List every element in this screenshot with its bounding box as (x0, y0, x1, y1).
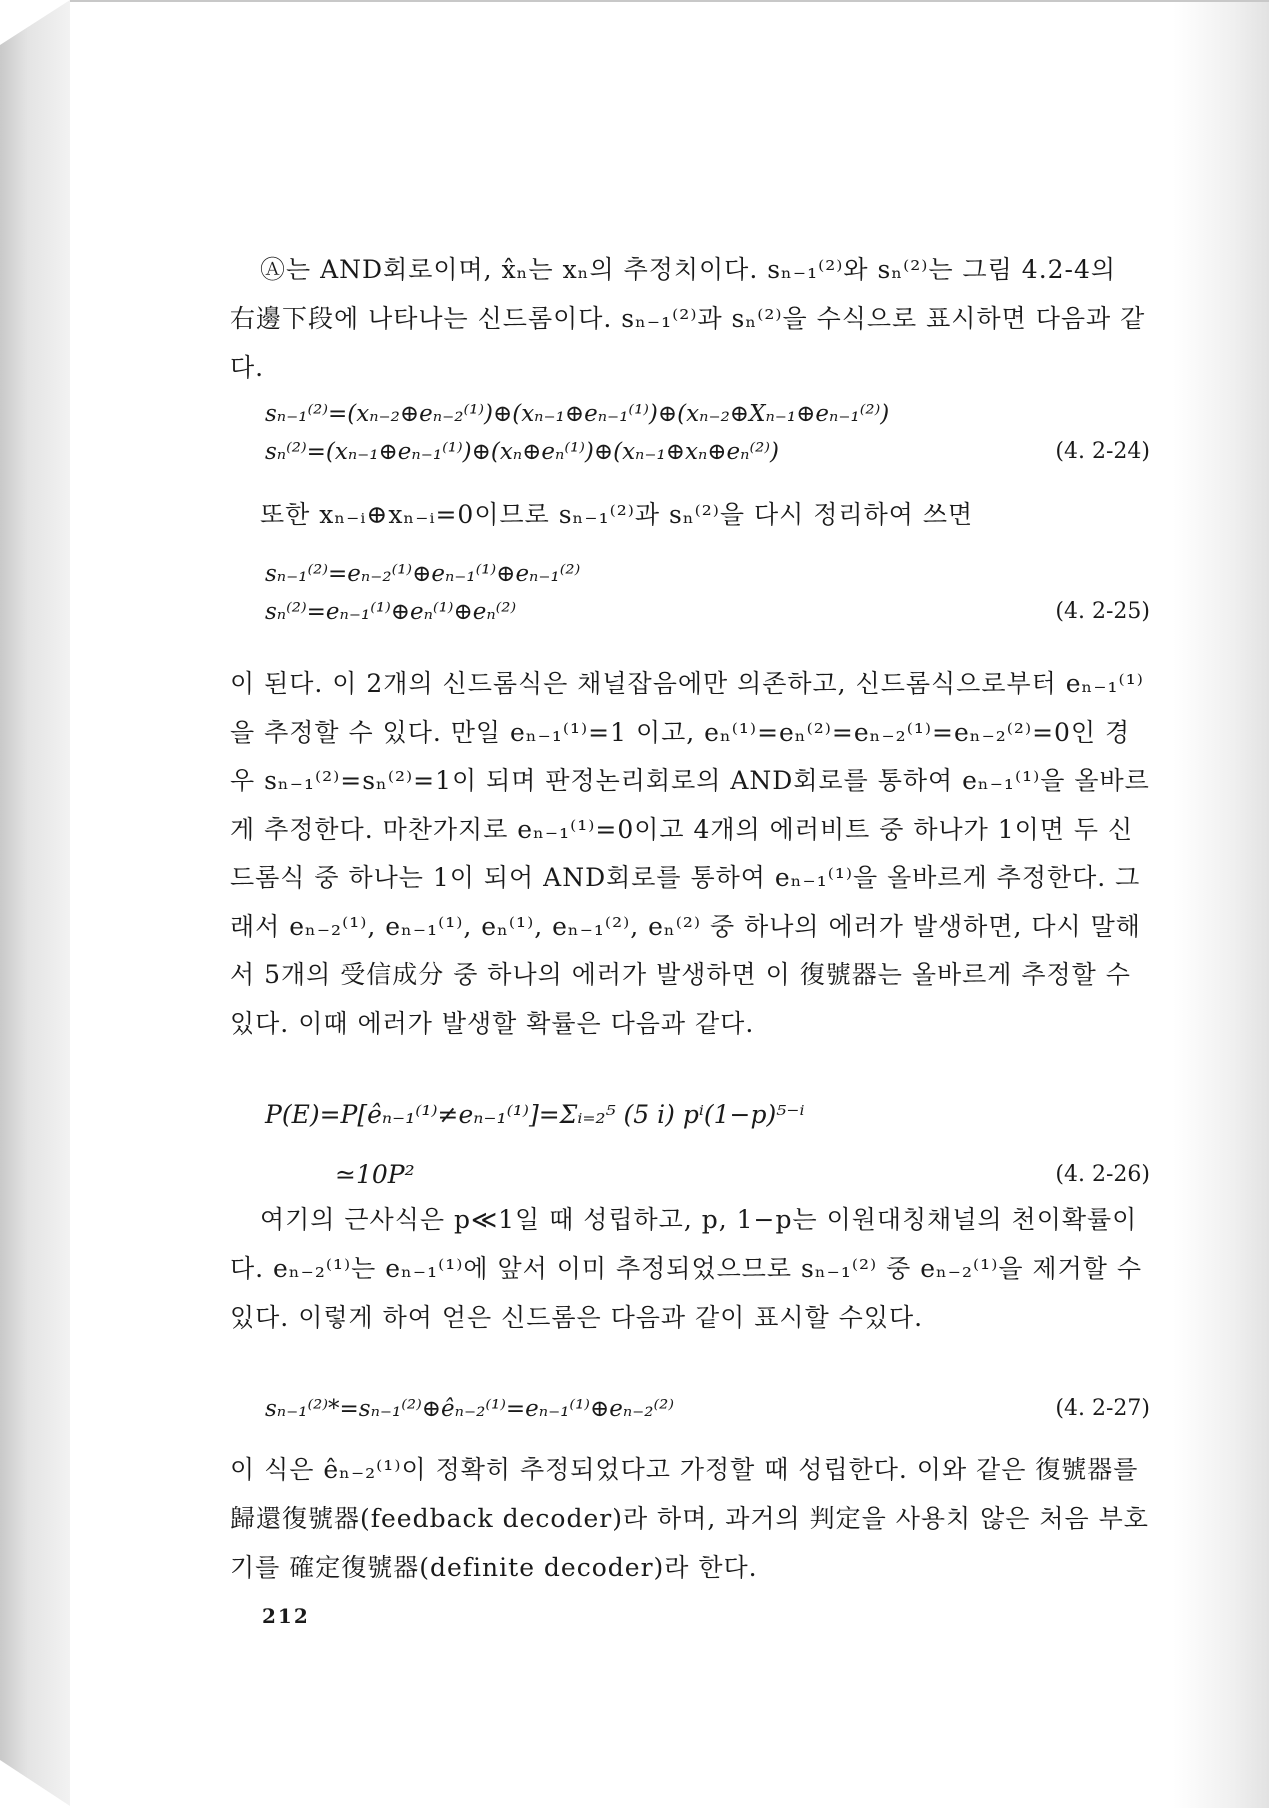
paragraph-2-text: 또한 xₙ₋ᵢ⊕xₙ₋ᵢ=0이므로 sₙ₋₁⁽²⁾과 sₙ⁽²⁾을 다시 정리하여 쓰면 (260, 500, 974, 529)
equation-4-2-27 (265, 1390, 1150, 1428)
page-number: 212 (262, 1604, 310, 1628)
equation-number-4-2-25: (4. 2-25) (1055, 599, 1150, 624)
document-page (70, 0, 1210, 1806)
book-spine-edge (0, 0, 70, 1806)
paragraph-2 (230, 490, 1150, 539)
equation-4-2-27-line-1: sₙ₋₁⁽²⁾*=sₙ₋₁⁽²⁾⊕êₙ₋₂⁽¹⁾=eₙ₋₁⁽¹⁾⊕eₙ₋₂⁽²⁾ (265, 1396, 675, 1422)
equation-4-2-26-line-2: ≃10P² (335, 1160, 415, 1189)
equation-4-2-25-line-1: sₙ₋₁⁽²⁾=eₙ₋₂⁽¹⁾⊕eₙ₋₁⁽¹⁾⊕eₙ₋₁⁽²⁾ (265, 561, 581, 587)
paragraph-4 (230, 1195, 1150, 1342)
equation-4-2-25-line-2: sₙ⁽²⁾=eₙ₋₁⁽¹⁾⊕eₙ⁽¹⁾⊕eₙ⁽²⁾ (265, 599, 517, 625)
equation-number-4-2-24: (4. 2-24) (1055, 439, 1150, 464)
equation-4-2-25 (265, 555, 1150, 631)
paragraph-1-text: Ⓐ는 AND회로이며, x̂ₙ는 xₙ의 추정치이다. sₙ₋₁⁽²⁾와 sₙ⁽²⁾는 그림 4.2-4의 右邊下段에 나타나는 신드롬이다. sₙ₋₁⁽²⁾과 sₙ⁽²⁾을 수식으로 표시하면 다음과 같다. (230, 255, 1146, 382)
paragraph-5 (230, 1445, 1150, 1592)
paragraph-3-text: 이 된다. 이 2개의 신드롬식은 채널잡음에만 의존하고, 신드롬식으로부터 eₙ₋₁⁽¹⁾을 추정할 수 있다. 만일 eₙ₋₁⁽¹⁾=1 이고, eₙ⁽¹⁾=eₙ⁽²⁾=eₙ₋₂⁽¹⁾=eₙ₋₂⁽²⁾=0인 경우 sₙ₋₁⁽²⁾=sₙ⁽²⁾=1이 되며 판정논리회로의 AND회로를 통하여 eₙ₋₁⁽¹⁾을 올바르게 추정한다. 마찬가지로 eₙ₋₁⁽¹⁾=0이고 4개의 에러비트 중 하나가 1이면 두 신드롬식 중 하나는 1이 되어 AND회로를 통하여 eₙ₋₁⁽¹⁾을 올바르게 추정한다. 그래서 eₙ₋₂⁽¹⁾, eₙ₋₁⁽¹⁾, eₙ⁽¹⁾, eₙ₋₁⁽²⁾, eₙ⁽²⁾ 중 하나의 에러가 발생하면, 다시 말해서 5개의 受信成分 중 하나의 에러가 발생하면 이 復號器는 올바르게 추정할 수 있다. 이때 에러가 발생할 확률은 다음과 같다. (230, 669, 1150, 1038)
paragraph-1 (230, 245, 1150, 392)
equation-number-4-2-26: (4. 2-26) (1055, 1162, 1150, 1187)
paragraph-5-text: 이 식은 êₙ₋₂⁽¹⁾이 정확히 추정되었다고 가정할 때 성립한다. 이와 같은 復號器를 歸還復號器(feedback decoder)라 하며, 과거의 判定을 사용치 않은 처음 부호기를 確定復號器(definite decoder)라 한다. (230, 1455, 1149, 1582)
equation-4-2-24-line-1: sₙ₋₁⁽²⁾=(xₙ₋₂⊕eₙ₋₂⁽¹⁾)⊕(xₙ₋₁⊕eₙ₋₁⁽¹⁾)⊕(xₙ₋₂⊕Xₙ₋₁⊕eₙ₋₁⁽²⁾) (265, 401, 890, 427)
equation-4-2-24-line-2: sₙ⁽²⁾=(xₙ₋₁⊕eₙ₋₁⁽¹⁾)⊕(xₙ⊕eₙ⁽¹⁾)⊕(xₙ₋₁⊕xₙ⊕eₙ⁽²⁾) (265, 439, 779, 465)
paragraph-3 (230, 660, 1150, 1048)
equation-4-2-26-line-1: P(E)=P[êₙ₋₁⁽¹⁾≠eₙ₋₁⁽¹⁾]=Σᵢ₌₂⁵ (5 i) pⁱ(1−p)⁵⁻ⁱ (265, 1100, 805, 1129)
equation-4-2-24 (265, 395, 1150, 471)
equation-4-2-26 (265, 1085, 1150, 1205)
equation-number-4-2-27: (4. 2-27) (1055, 1396, 1150, 1421)
paragraph-4-text: 여기의 근사식은 p≪1일 때 성립하고, p, 1−p는 이원대칭채널의 천이확률이다. eₙ₋₂⁽¹⁾는 eₙ₋₁⁽¹⁾에 앞서 이미 추정되었으므로 sₙ₋₁⁽²⁾ 중 eₙ₋₂⁽¹⁾을 제거할 수 있다. 이렇게 하여 얻은 신드롬은 다음과 같이 표시할 수있다. (230, 1205, 1142, 1332)
